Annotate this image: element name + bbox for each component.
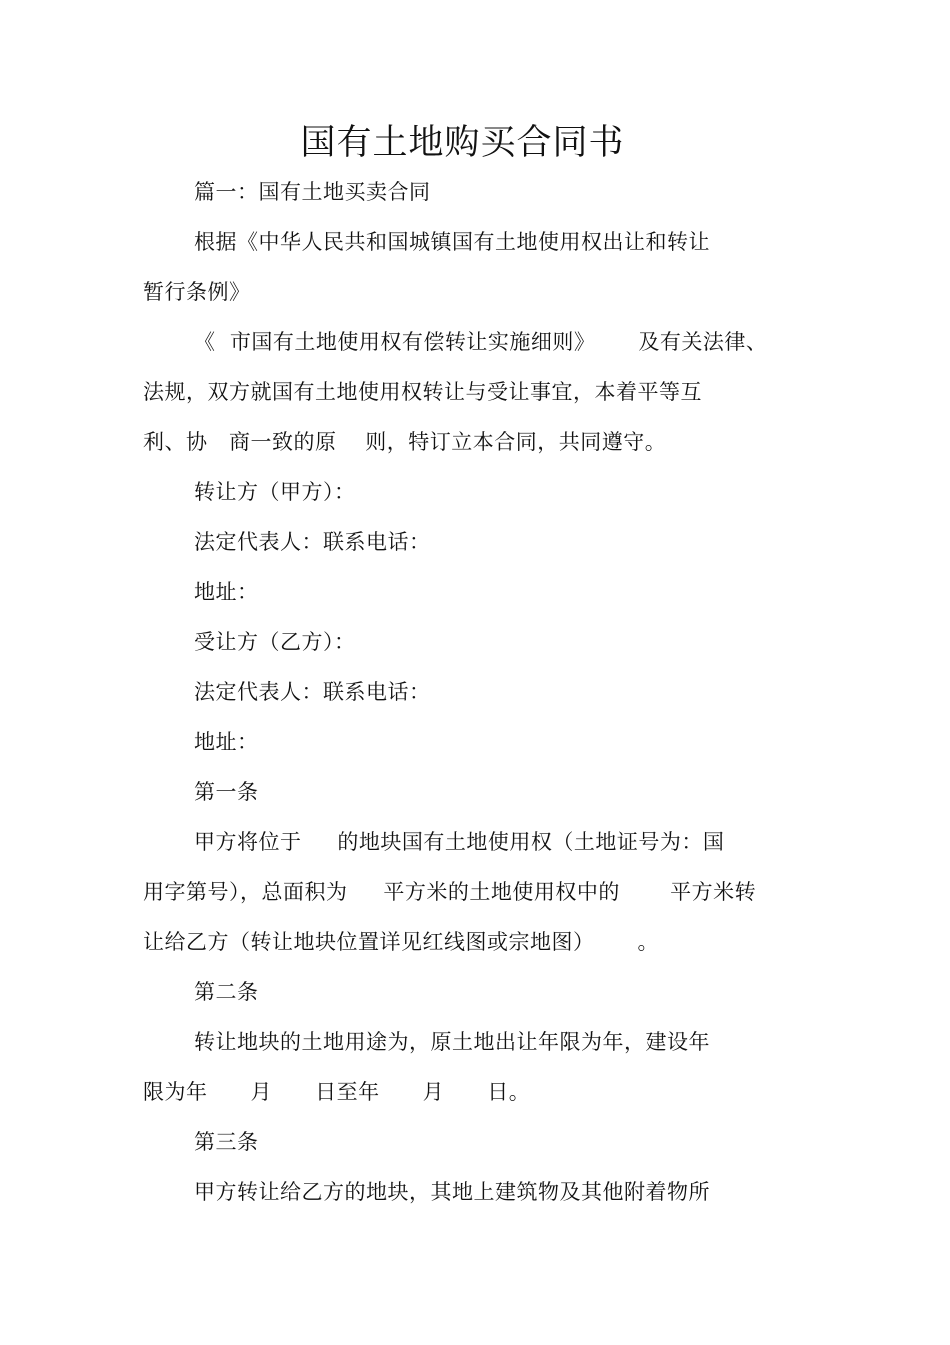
- paragraph-line: 甲方转让给乙方的地块，其地上建筑物及其他附着物所: [194, 1180, 710, 1204]
- article-label: 篇一：国有土地买卖合同: [194, 180, 431, 204]
- transferor-label: 转让方（甲方）：: [194, 480, 356, 504]
- paragraph-line: 甲方将位于 的地块国有土地使用权（土地证号为：国: [194, 830, 725, 854]
- article-heading: 第三条: [194, 1130, 259, 1154]
- paragraph-line: 用字第号），总面积为 平方米的土地使用权中的 平方米转: [143, 880, 757, 904]
- legal-rep-field: 法定代表人：联系电话：: [194, 680, 431, 704]
- legal-rep-field: 法定代表人：联系电话：: [194, 530, 431, 554]
- address-field: 地址：: [194, 580, 259, 604]
- article-heading: 第二条: [194, 980, 259, 1004]
- paragraph-line: 让给乙方（转让地块位置详见红线图或宗地图） 。: [143, 930, 660, 954]
- paragraph-line: 根据《中华人民共和国城镇国有土地使用权出让和转让: [194, 230, 710, 254]
- address-field: 地址：: [194, 730, 259, 754]
- paragraph-line: 限为年 月 日至年 月 日。: [143, 1080, 531, 1104]
- paragraph-line: 法规，双方就国有土地使用权转让与受让事宜，本着平等互: [143, 380, 702, 404]
- paragraph-line: 《 市国有土地使用权有偿转让实施细则》 及有关法律、: [194, 330, 768, 354]
- paragraph-line: 转让地块的土地用途为，原土地出让年限为年，建设年: [194, 1030, 710, 1054]
- article-heading: 第一条: [194, 780, 259, 804]
- paragraph-line: 暂行条例》: [143, 280, 251, 304]
- transferee-label: 受让方（乙方）：: [194, 630, 356, 654]
- paragraph-line: 利、协 商一致的原 则，特订立本合同，共同遵守。: [143, 430, 667, 454]
- document-title: 国有土地购买合同书: [300, 123, 625, 163]
